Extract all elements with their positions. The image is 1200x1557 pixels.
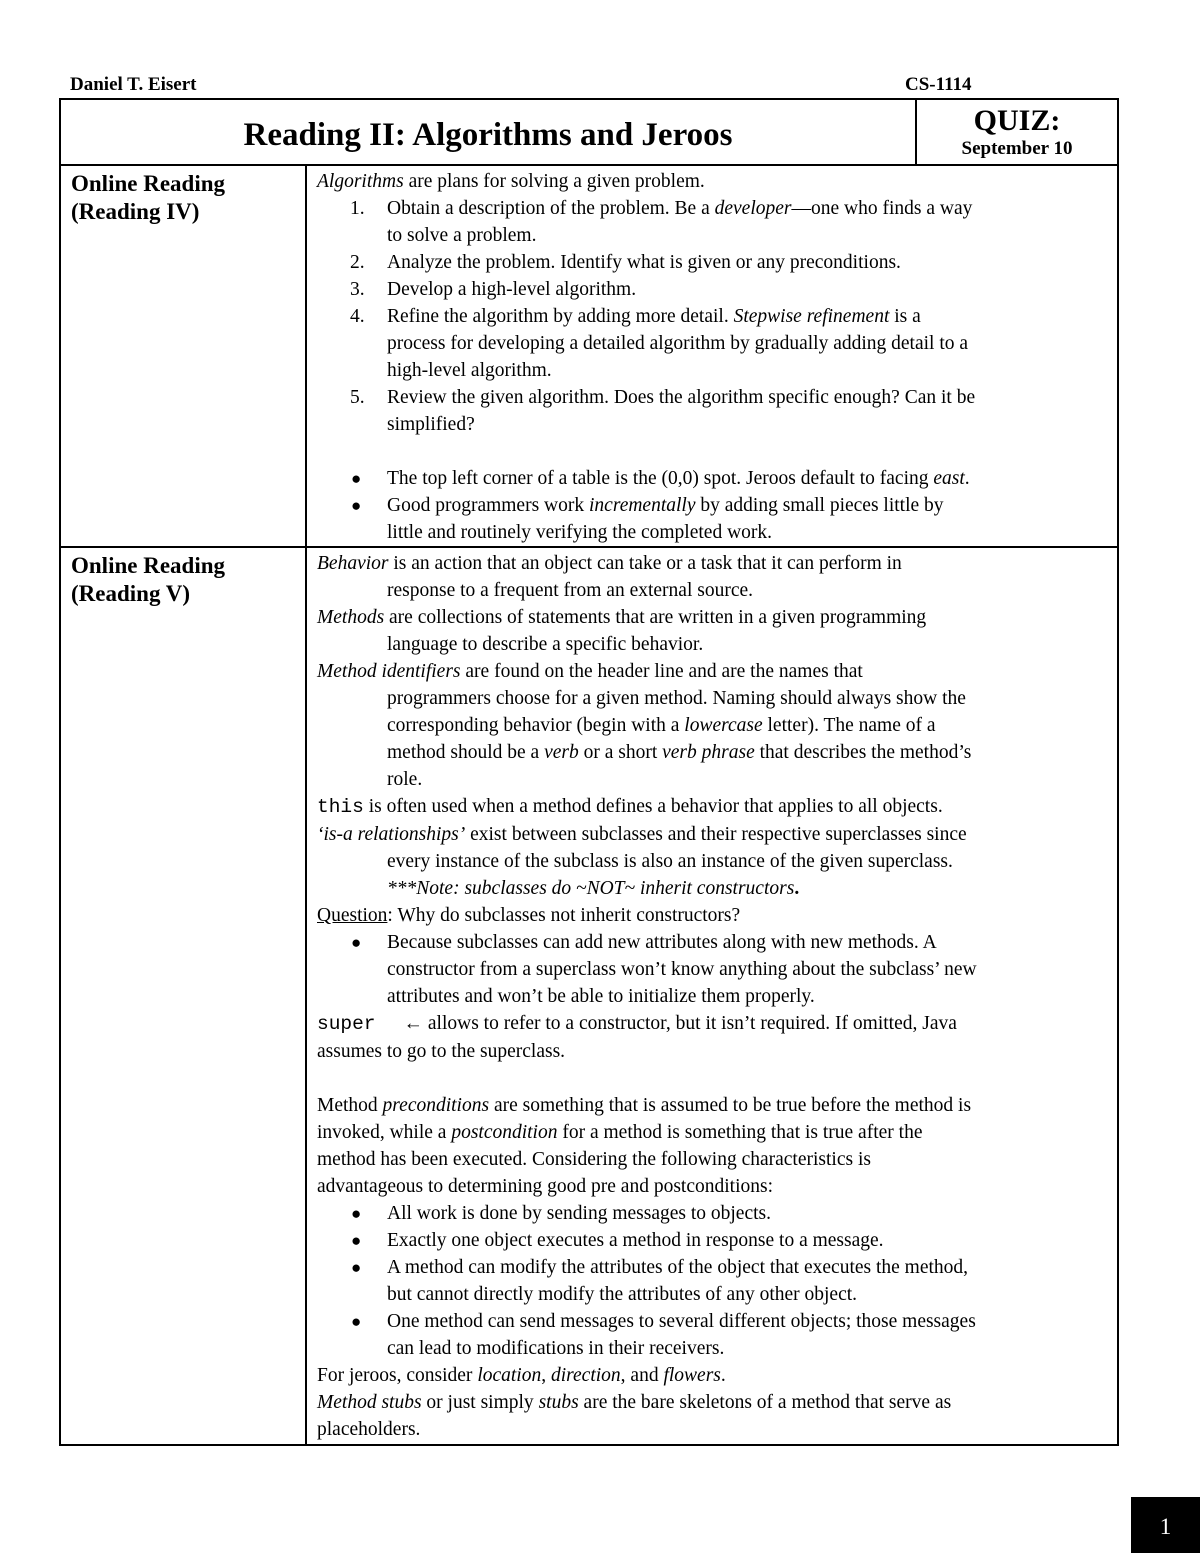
bullet-icon: ● (351, 1231, 362, 1250)
page-number: 1 (1131, 1497, 1200, 1553)
text-line: ‘is-a relationships’ exist between subclasses and their respective superclasses since (317, 824, 967, 845)
list-item: 3. Develop a high-level algorithm. (350, 279, 637, 300)
text-line: Method identifiers are found on the header line and are the names that (317, 661, 863, 682)
page-title: Reading II: Algorithms and Jeroos (243, 116, 733, 153)
text-line: Behavior is an action that an object can take or a task that it can perform in (317, 553, 902, 574)
text-line: role. (387, 769, 423, 790)
text-line: Method stubs or just simply stubs are the bare skeletons of a method that serve as (317, 1392, 952, 1413)
text-line: simplified? (387, 414, 475, 435)
text-line: process for developing a detailed algorithm by gradually adding detail to a (387, 333, 969, 354)
list-item: 1. Obtain a description of the problem. Be a developer—one who finds a way (350, 198, 973, 219)
list-item: 4. Refine the algorithm by adding more detail. Stepwise refinement is a (350, 306, 921, 327)
section-label: Online Reading (71, 171, 226, 196)
text-line: Algorithms are plans for solving a given problem. (317, 171, 705, 192)
list-item: ● Good programmers work incrementally by adding small pieces little by (317, 492, 1111, 519)
text-line: constructor from a superclass won’t know anything about the subclass’ new (387, 959, 977, 980)
list-item: ● Exactly one object executes a method in response to a message. (317, 1227, 1111, 1254)
text-line: high-level algorithm. (387, 360, 552, 381)
section-label-cell (60, 165, 306, 547)
list-item: ● One method can send messages to several different objects; those messages (317, 1308, 1111, 1335)
list-item: ● Because subclasses can add new attributes along with new methods. A (317, 929, 1111, 956)
quiz-date: September 10 (961, 138, 1073, 159)
section-content-reading-iv (306, 165, 1118, 547)
text-line: corresponding behavior (begin with a lowercase letter). The name of a (387, 715, 936, 736)
author-name: Daniel T. Eisert (70, 74, 197, 95)
section-sublabel: (Reading IV) (71, 199, 200, 224)
text-line: every instance of the subclass is also an instance of the given superclass. (387, 851, 953, 872)
text-line: For jeroos, consider location, direction, and flowers. (317, 1365, 726, 1386)
section-content-reading-v (306, 547, 1118, 1445)
bullet-icon: ● (351, 469, 362, 488)
code-keyword: this (317, 796, 364, 818)
course-code: CS-1114 (905, 74, 972, 95)
bullet-icon: ● (351, 1312, 362, 1331)
bullet-icon: ● (351, 1258, 362, 1277)
bullet-icon: ● (351, 933, 362, 952)
text-line: attributes and won’t be able to initialize them properly. (387, 986, 815, 1007)
section-label-cell (60, 547, 306, 1445)
notes-table (59, 98, 1119, 1446)
text-line: little and routinely verifying the completed work. (387, 522, 773, 543)
list-item: ● All work is done by sending messages to objects. (317, 1200, 1111, 1227)
text-line: programmers choose for a given method. Naming should always show the (387, 688, 966, 709)
text-line: can lead to modifications in their receivers. (387, 1338, 725, 1359)
text-line: Method preconditions are something that is assumed to be true before the method is (317, 1095, 972, 1116)
bullet-icon: ● (351, 1204, 362, 1223)
section-sublabel: (Reading V) (71, 581, 191, 606)
text-line: Methods are collections of statements that are written in a given programming (317, 607, 927, 628)
note-line: ***Note: subclasses do ~NOT~ inherit constructors. (387, 878, 800, 899)
text-line: response to a frequent from an external source. (387, 580, 754, 601)
left-arrow-icon: ← (403, 1013, 424, 1034)
text-line: super ← allows to refer to a constructor, but it isn’t required. If omitted, Java (317, 1010, 1111, 1038)
text-line: method should be a verb or a short verb phrase that describes the method’s (387, 742, 972, 763)
text-line: language to describe a specific behavior. (387, 634, 704, 655)
text-line: this is often used when a method defines a behavior that applies to all objects. (317, 796, 943, 818)
text-line: to solve a problem. (387, 225, 537, 246)
list-item: ● A method can modify the attributes of the object that executes the method, (317, 1254, 1111, 1281)
text-line: but cannot directly modify the attributes of any other object. (387, 1284, 858, 1305)
text-line: assumes to go to the superclass. (317, 1041, 566, 1062)
list-item: ● The top left corner of a table is the (0,0) spot. Jeroos default to facing east. (317, 465, 1111, 492)
text-line: method has been executed. Considering the following characteristics is (317, 1149, 871, 1170)
title-cell (60, 99, 916, 165)
bullet-icon: ● (351, 496, 362, 515)
text-line: placeholders. (317, 1419, 421, 1440)
list-item: 2. Analyze the problem. Identify what is given or any preconditions. (350, 252, 901, 273)
text-line: invoked, while a postcondition for a method is something that is true after the (317, 1122, 923, 1143)
section-label: Online Reading (71, 553, 226, 578)
list-item: 5. Review the given algorithm. Does the algorithm specific enough? Can it be (350, 387, 976, 408)
quiz-label: QUIZ: (973, 104, 1061, 137)
text-line: Question: Why do subclasses not inherit constructors? (317, 905, 741, 926)
text-line: advantageous to determining good pre and postconditions: (317, 1176, 773, 1197)
code-keyword: super (317, 1013, 376, 1035)
quiz-cell (916, 99, 1118, 165)
